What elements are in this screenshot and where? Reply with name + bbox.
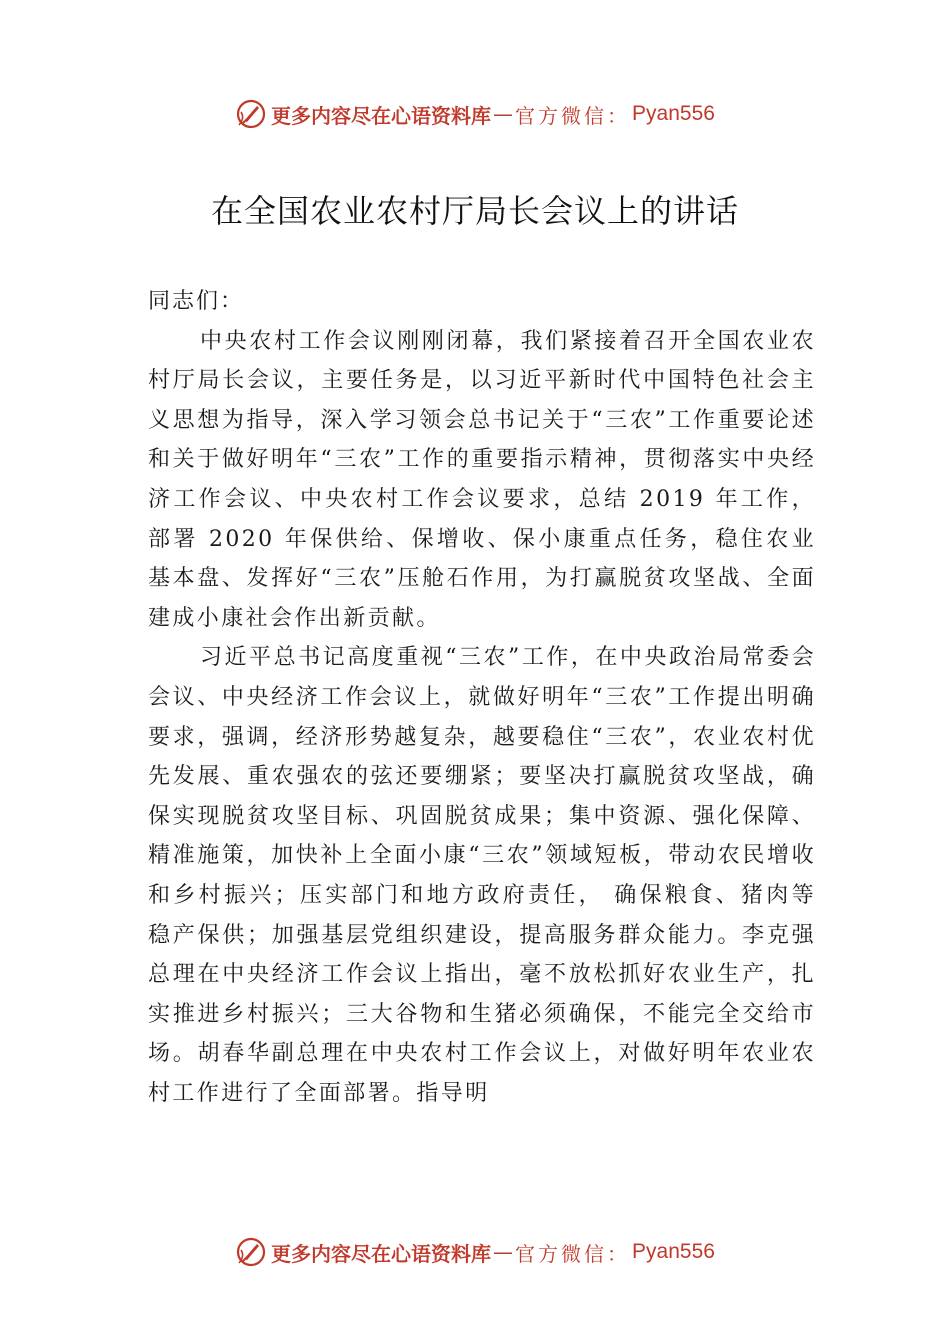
footer-banner bbox=[0, 1230, 950, 1274]
paragraph-1: 中央农村工作会议刚刚闭幕，我们紧接着召开全国农业农村厅局长会议，主要任务是，以习近平新时代中国特色社会主义思想为指导，深入学习领会总书记关于“三农”工作重要论述和关于做好明年“三农”工作的重要指示精神，贯彻落实中央经济工作会议、中央农村工作会议要求，总结 2019 年工作，部署 2020 年保供给、保增收、保小康重点任务，稳住农业基本盘、发挥好“三农”压舱石作用，为打赢脱贫攻坚战、全面建成小康社会作出新贡献。 bbox=[148, 328, 816, 631]
document-title: 在全国农业农村厅局长会议上的讲话 bbox=[210, 192, 739, 230]
document-body bbox=[148, 282, 816, 1113]
banner-brand-text: 更多内容尽在心语资料库 bbox=[271, 1241, 492, 1266]
banner-wechat-label: 官方微信： bbox=[515, 1241, 631, 1266]
banner-wechat-handle: Pyan556 bbox=[632, 1240, 715, 1263]
banner-separator: — bbox=[493, 1240, 514, 1264]
banner-wechat-label: 官方微信： bbox=[515, 103, 631, 128]
salutation: 同志们： bbox=[148, 289, 245, 314]
quill-pen-logo-icon bbox=[235, 98, 267, 130]
banner-wechat-handle: Pyan556 bbox=[632, 102, 715, 125]
banner-brand-text: 更多内容尽在心语资料库 bbox=[271, 103, 492, 128]
quill-pen-logo-icon bbox=[235, 1236, 267, 1268]
header-banner bbox=[0, 92, 950, 136]
paragraph-2: 习近平总书记高度重视“三农”工作，在中央政治局常委会会议、中央经济工作会议上，就做好明年“三农”工作提出明确要求，强调，经济形势越复杂，越要稳住“三农”，农业农村优先发展、重农强农的弦还要绷紧；要坚决打赢脱贫攻坚战，确保实现脱贫攻坚目标、巩固脱贫成果；集中资源、强化保障、精准施策，加快补上全面小康“三农”领域短板，带动农民增收和乡村振兴；压实部门和地方政府责任， 确保粮食、猪肉等稳产保供；加强基层党组织建设，提高服务群众能力。李克强总理在中央经济工作会议上指出，毫不放松抓好农业生产，扎实推进乡村振兴；三大谷物和生猪必须确保，不能完全交给市场。胡春华副总理在中央农村工作会议上，对做好明年农业农村工作进行了全面部署。指导明 bbox=[148, 645, 816, 1106]
banner-separator: — bbox=[493, 102, 514, 126]
